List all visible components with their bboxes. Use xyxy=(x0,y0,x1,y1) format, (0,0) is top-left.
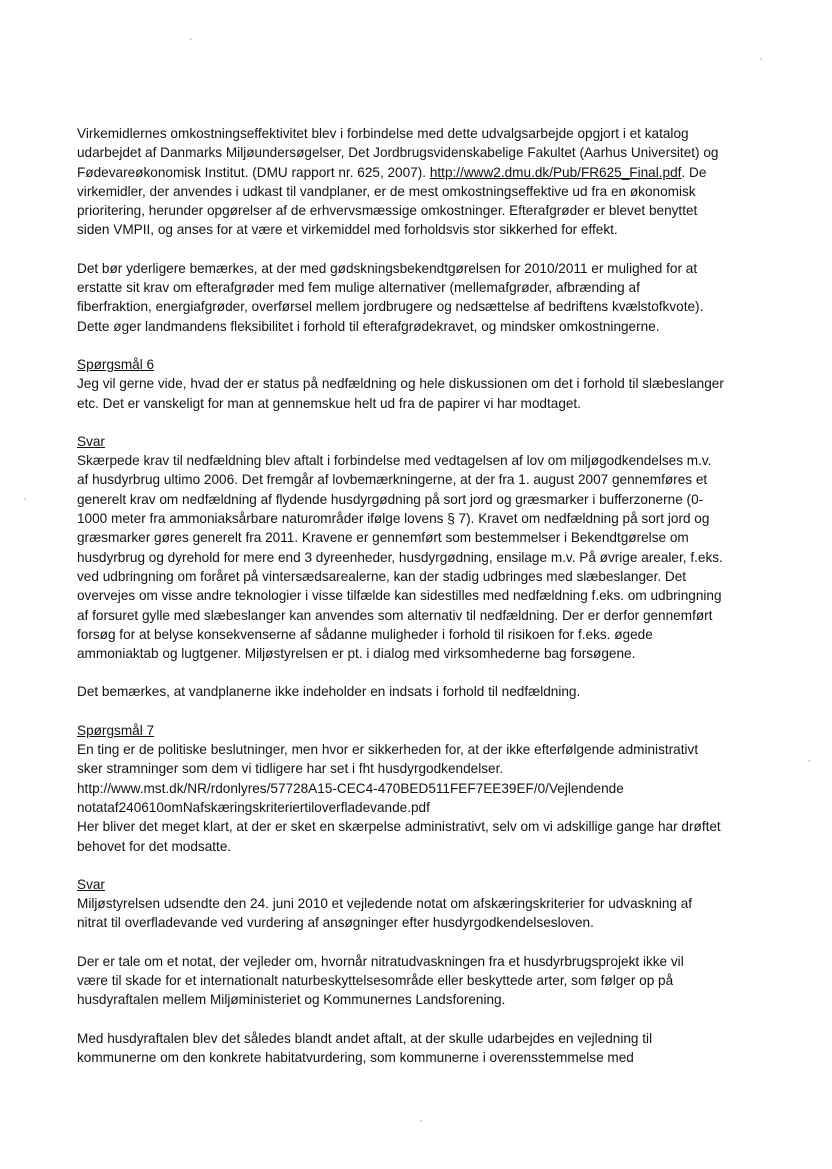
text-line: ved udbringning om foråret på vintersædsarealerne, kan der stadig udbringes med slæbeslanger. Det xyxy=(77,568,687,584)
text-line: erstatte sit krav om efterafgrøder med fem mulige alternativer (mellemafgrøder, afbrænding af xyxy=(77,280,640,296)
text-line: etc. Det er vanskeligt for man at gennemskue helt ud fra de papirer vi har modtaget. xyxy=(77,395,581,411)
text-line: prioritering, herunder opgørelser af de erhvervsmæssige omkostninger. Efterafgrøder er blevet benyttet xyxy=(77,203,698,219)
text-line: udarbejdet af Danmarks Miljøundersøgelser, Det Jordbrugsvidenskabelige Fakultet (Aarhus Universitet) og xyxy=(77,145,719,161)
paragraph-cost-effectiveness xyxy=(77,124,783,240)
text-line xyxy=(77,163,783,182)
dmu-report-link[interactable]: http://www2.dmu.dk/Pub/FR625_Final.pdf xyxy=(429,164,682,180)
paragraph-alternatives xyxy=(77,259,783,336)
answer-heading: Svar xyxy=(77,433,105,449)
text-line: græsmarker gøres generelt fra 2011. Kravene er gennemført som bestemmelser i Bekendtgørelse om xyxy=(77,530,689,546)
text-line: husdyraftalen mellem Miljøministeriet og Kommunernes Landsforening. xyxy=(77,992,506,1008)
text-line: forsøg for at belyse konsekvenserne af sådanne muligheder i forhold til risikoen for f.eks. øgede xyxy=(77,626,653,642)
paragraph-husdyraftalen xyxy=(77,1029,783,1068)
text-line: kommunerne om den konkrete habitatvurdering, som kommunerne i overensstemmelse med xyxy=(77,1049,634,1065)
question-6 xyxy=(77,355,783,413)
scan-speck xyxy=(808,760,810,762)
text-line: Skærpede krav til nedfældning blev aftalt i forbindelse med vedtagelsen af lov om miljøgodkendelses m.v. xyxy=(77,453,712,469)
text-line: husdyrbrug og dyrehold for mere end 3 dyreenheder, husdyrgødning, ensilage m.v. På øvrige arealer, f.eks. xyxy=(77,549,723,565)
text-line: af forsuret gylle med slæbeslanger kan anvendes som alternativ til nedfældning. Der er derfor gennemført xyxy=(77,607,713,623)
text-line: siden VMPII, og anses for at være et virkemiddel med forholdsvis stor sikkerhed for effekt. xyxy=(77,222,618,238)
text-line: 1000 meter fra ammoniaksårbare naturområder ifølge lovens § 7). Kravet om nedfældning på sort jord og xyxy=(77,511,710,527)
text-line: fiberfraktion, energiafgrøder, overførsel mellem jordbrugere og nedsættelse af bedriftens kvælstofkvote). xyxy=(77,299,704,315)
scan-speck xyxy=(760,58,762,60)
scan-speck xyxy=(190,38,192,40)
paragraph-notat xyxy=(77,952,783,1010)
text-line: Jeg vil gerne vide, hvad der er status på nedfældning og hele diskussionen om det i forhold til slæbeslanger xyxy=(77,376,724,392)
paragraph-water-plans-note xyxy=(77,682,783,701)
text-line: generelt krav om nedfældning af flydende husdyrgødning på sort jord og græsmarker i bufferzonerne (0- xyxy=(77,491,704,507)
text-line: sker stramninger som dem vi tidligere har set i fht husdyrgodkendelser. xyxy=(77,761,504,777)
text-line: ammoniaktab og lugtgener. Miljøstyrelsen er pt. i dialog med virksomhederne bag forsøgene. xyxy=(77,646,636,662)
text-line: nitrat til overfladevande ved vurdering af ansøgninger efter husdyrgodkendelsesloven. xyxy=(77,915,594,931)
text-line: Der er tale om et notat, der vejleder om, hvornår nitratudvaskningen fra et husdyrbrugsprojekt ikke vil xyxy=(77,953,684,969)
answer-7 xyxy=(77,875,783,933)
text-line: behovet for det modsatte. xyxy=(77,838,232,854)
text-line: Dette øger landmandens fleksibilitet i forhold til efterafgrødekravet, og mindsker omkostningerne. xyxy=(77,318,660,334)
text-line: være til skade for et internationalt naturbeskyttelsesområde eller beskyttede arter, som følger op på xyxy=(77,972,674,988)
text-line: Virkemidlernes omkostningseffektivitet blev i forbindelse med dette udvalgsarbejde opgjort i et katalog xyxy=(77,126,689,141)
text-line: Det bemærkes, at vandplanerne ikke indeholder en indsats i forhold til nedfældning. xyxy=(77,684,581,700)
text-line: Med husdyraftalen blev det således blandt andet aftalt, at der skulle udarbejdes en vejledning til xyxy=(77,1030,653,1046)
text-line: overvejes om visse andre teknologier i visse tilfælde kan sidestilles med nedfældning f.eks. om udbringning xyxy=(77,588,722,604)
text-line: Miljøstyrelsen udsendte den 24. juni 2010 et vejledende notat om afskæringskriterier for udvaskning af xyxy=(77,896,693,912)
scan-speck xyxy=(420,1120,422,1122)
text-line: af husdyrbrug ultimo 2006. Det fremgår af lovbemærkningerne, at der fra 1. august 2007 gennemføres et xyxy=(77,472,708,488)
text-segment: . De xyxy=(681,164,707,180)
text-segment: Fødevareøkonomisk Institut. (DMU rapport nr. 625, 2007). xyxy=(77,164,430,180)
document-body xyxy=(77,124,783,1086)
scan-speck xyxy=(24,498,26,500)
question-heading: Spørgsmål 6 xyxy=(77,356,155,372)
mst-url-line: notataf240610omNafskæringskriteriertiloverfladevande.pdf xyxy=(77,799,430,815)
text-line: Det bør yderligere bemærkes, at der med gødskningsbekendtgørelsen for 2010/2011 er mulighed for at xyxy=(77,260,698,276)
mst-url-line: http://www.mst.dk/NR/rdonlyres/57728A15-CEC4-470BED511FEF7EE39EF/0/Vejlendende xyxy=(77,780,624,796)
question-7 xyxy=(77,721,783,856)
question-heading: Spørgsmål 7 xyxy=(77,722,155,738)
text-line: En ting er de politiske beslutninger, men hvor er sikkerheden for, at der ikke efterfølgende administrativt xyxy=(77,742,699,758)
answer-6 xyxy=(77,432,783,664)
text-line: Her bliver det meget klart, at der er sket en skærpelse administrativt, selv om vi adskillige gange har drøftet xyxy=(77,819,721,835)
text-line: virkemidler, der anvendes i udkast til vandplaner, er de mest omkostningseffektive ud fra en økonomisk xyxy=(77,183,696,199)
answer-heading: Svar xyxy=(77,876,105,892)
